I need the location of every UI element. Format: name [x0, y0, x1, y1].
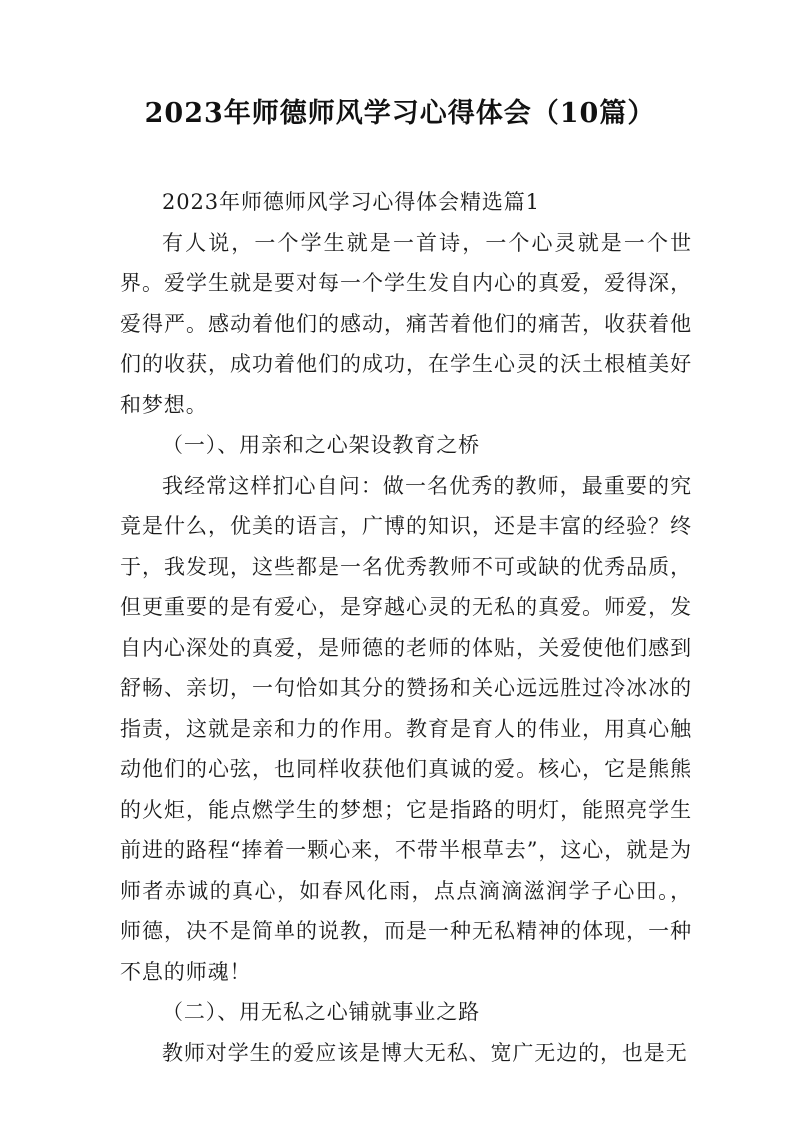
- paragraph: 有人说，一个学生就是一首诗，一个心灵就是一个世界。爱学生就是要对每一个学生发自内心的真爱，爱得深，爱得严。感动着他们的感动，痛苦着他们的痛苦，收获着他们的收获，成功着他们的成功，在学生心灵的沃土根植美好和梦想。: [120, 230, 692, 417]
- document-body: [120, 182, 692, 1073]
- section-subtitle: 2023年师德师风学习心得体会精选篇1: [162, 190, 540, 214]
- section-heading: （一）、用亲和之心架设教育之桥: [162, 433, 480, 457]
- paragraph: 教师对学生的爱应该是博大无私、宽广无边的，也是无: [162, 1040, 688, 1065]
- document-title: 2023年师德师风学习心得体会（10篇）: [144, 98, 656, 129]
- section-heading: （二）、用无私之心铺就事业之路: [162, 1000, 480, 1024]
- paragraph: 我经常这样扪心自问：做一名优秀的教师，最重要的究竟是什么，优美的语言，广博的知识，还是丰富的经验？终于，我发现，这些都是一名优秀教师不可或缺的优秀品质，但更重要的是有爱心，是穿越心灵的无私的真爱。师爱，发自内心深处的真爱，是师德的老师的体贴，关爱使他们感到舒畅、亲切，一句恰如其分的赞扬和关心远远胜过冷冰冰的指责，这就是亲和力的作用。教育是育人的伟业，用真心触动他们的心弦，也同样收获他们真诚的爱。核心，它是熊熊的火炬，能点燃学生的梦想；它是指路的明灯，能照亮学生前进的路程“捧着一颗心来，不带半根草去”，这心，就是为师者赤诚的真心，如春风化雨，点点滴滴滋润学子心田。，师德，决不是简单的说教，而是一种无私精神的体现，一种不息的师魂！: [120, 473, 692, 984]
